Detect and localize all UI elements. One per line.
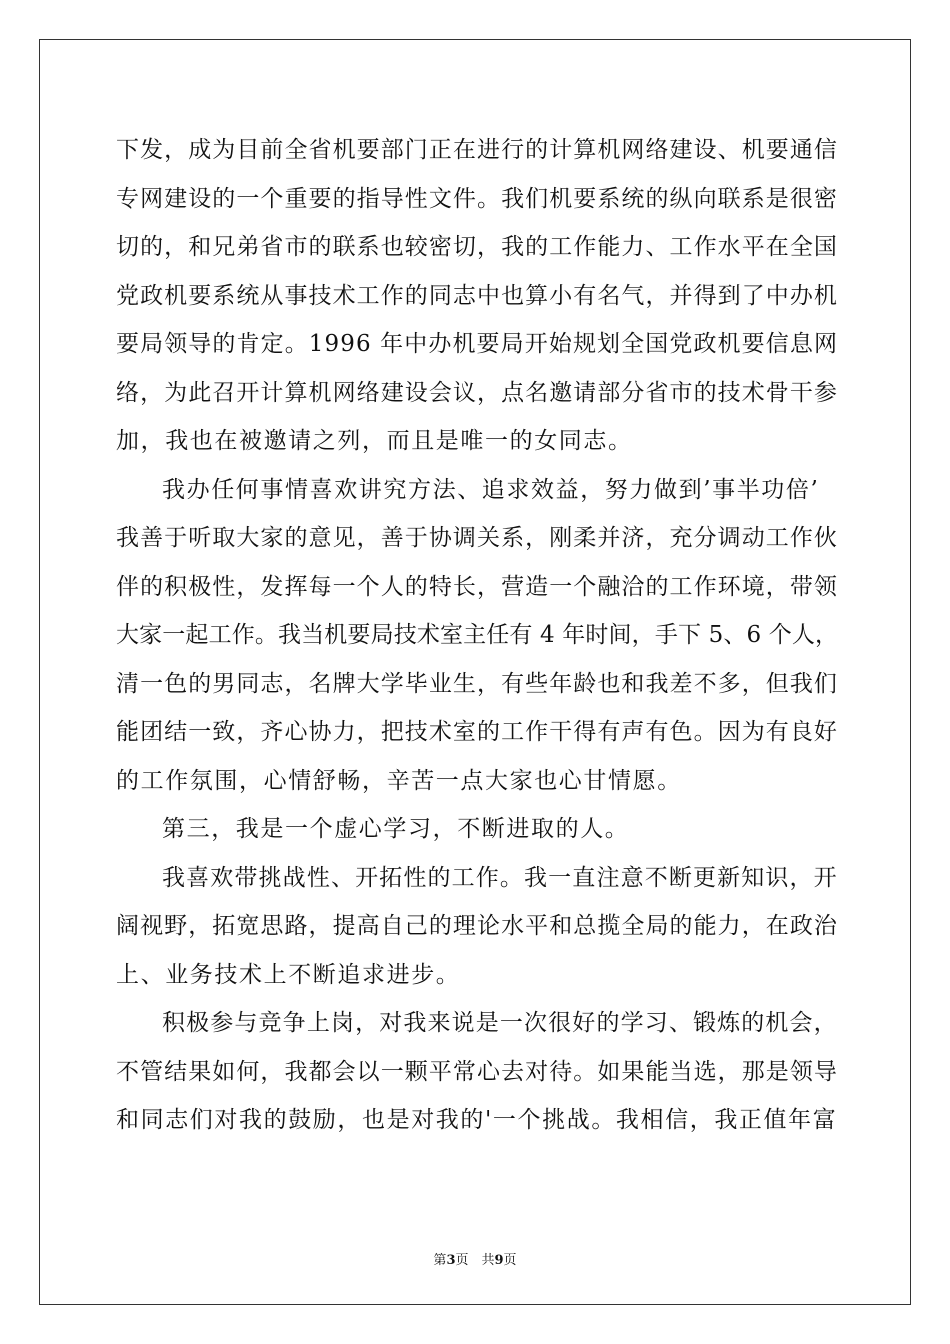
text-line: 下发，成为目前全省机要部门正在进行的计算机网络建设、机要通信: [116, 137, 838, 163]
text-line: 大家一起工作。我当机要局技术室主任有 4 年时间，手下 5、6 个人，: [116, 622, 839, 648]
text-line: 党政机要系统从事技术工作的同志中也算小有名气，并得到了中办机: [116, 282, 838, 309]
text-line: 我办任何事情喜欢讲究方法、追求效益，努力做到’事半功倍’: [162, 476, 820, 503]
text-line: 阔视野，拓宽思路，提高自己的理论水平和总揽全局的能力，在政治: [116, 913, 838, 939]
text-line: 的工作氛围，心情舒畅，辛苦一点大家也心甘情愿。: [116, 767, 682, 794]
text-line: 专网建设的一个重要的指导性文件。我们机要系统的纵向联系是很密: [116, 185, 838, 212]
footer-middle: 页 共: [455, 1253, 495, 1268]
text-line: 伴的积极性，发挥每一个人的特长，营造一个融洽的工作环境，带领: [116, 573, 838, 600]
footer-page-number: 3: [446, 1253, 456, 1268]
footer-suffix: 页: [503, 1253, 517, 1268]
text-line: 我善于听取大家的意见，善于协调关系，刚柔并济，充分调动工作伙: [116, 525, 838, 551]
footer-total-pages: 9: [494, 1253, 504, 1268]
text-line: 和同志们对我的鼓励，也是对我的'一个挑战。我相信，我正值年富: [116, 1107, 838, 1133]
text-line: 加，我也在被邀请之列，而且是唯一的女同志。: [116, 428, 633, 454]
text-line: 络，为此召开计算机网络建设会议，点名邀请部分省市的技术骨干参: [116, 379, 838, 406]
page-footer: [0, 1249, 950, 1268]
text-line: 积极参与竞争上岗，对我来说是一次很好的学习、锻炼的机会，: [162, 1010, 838, 1036]
footer-prefix: 第: [433, 1253, 447, 1268]
document-body: [116, 126, 839, 1145]
text-line: 要局领导的肯定。1996 年中办机要局开始规划全国党政机要信息网: [116, 331, 839, 357]
text-line: 清一色的男同志，名牌大学毕业生，有些年龄也和我差不多，但我们: [116, 670, 838, 697]
text-line: 上、业务技术上不断追求进步。: [116, 961, 461, 988]
text-line: 我喜欢带挑战性、开拓性的工作。我一直注意不断更新知识，开: [162, 864, 838, 891]
text-line: 第三，我是一个虚心学习，不断进取的人。: [162, 816, 630, 842]
text-line: 能团结一致，齐心协力，把技术室的工作干得有声有色。因为有良好: [116, 719, 838, 745]
text-line: 切的，和兄弟省市的联系也较密切，我的工作能力、工作水平在全国: [116, 234, 838, 260]
text-line: 不管结果如何，我都会以一颗平常心去对待。如果能当选，那是领导: [116, 1058, 838, 1085]
